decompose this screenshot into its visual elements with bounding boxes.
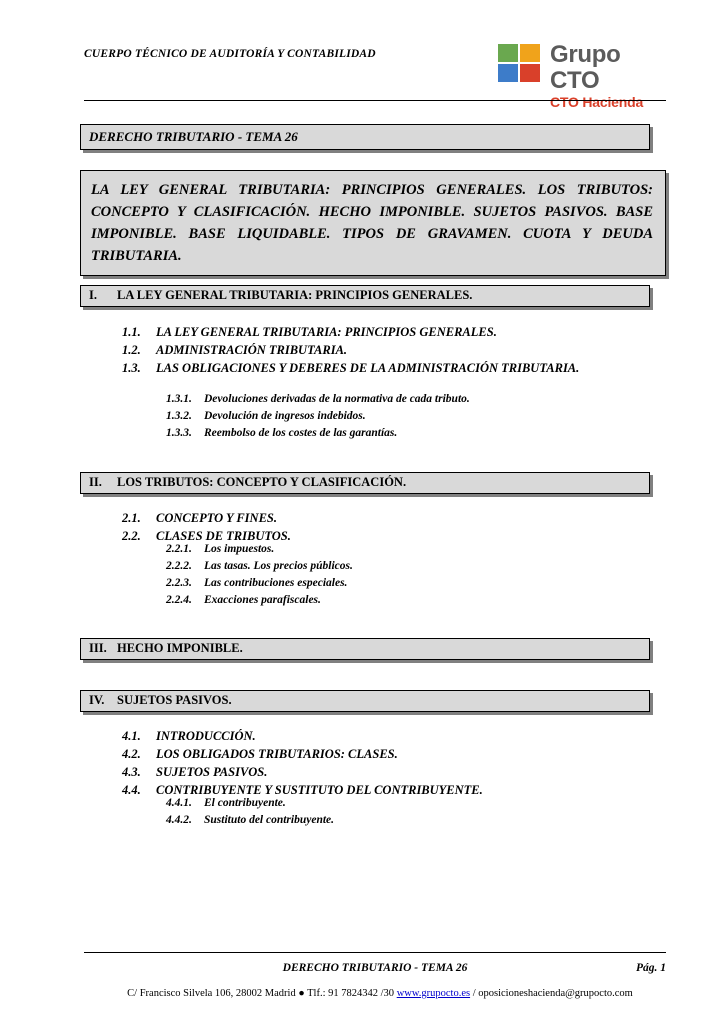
list-item-label: LOS OBLIGADOS TRIBUTARIOS: CLASES. <box>156 747 398 761</box>
section-header-2 <box>80 472 650 494</box>
list-item <box>166 541 644 558</box>
grupo-cto-logo <box>498 41 666 110</box>
list-item-label: ADMINISTRACIÓN TRIBUTARIA. <box>156 343 348 357</box>
list-item-index: 4.2. <box>122 747 141 761</box>
list-item <box>166 558 644 575</box>
section-number-1: I. <box>89 288 97 302</box>
footer-title: DERECHO TRIBUTARIO - TEMA 26 <box>282 962 468 974</box>
list-item-index: 1.3.3. <box>166 427 192 439</box>
list-item <box>122 341 644 359</box>
list-item-index: 1.3.1. <box>166 393 192 405</box>
list-item <box>122 509 644 527</box>
list-item-index: 4.4. <box>122 783 141 797</box>
section-number-2: II. <box>89 475 102 489</box>
list-item-label: Reembolso de los costes de las garantías. <box>204 427 398 439</box>
list-item-label: CONCEPTO Y FINES. <box>156 511 277 525</box>
section-4-items <box>122 727 644 799</box>
list-item-index: 2.2.1. <box>166 543 192 555</box>
list-item-label: LA LEY GENERAL TRIBUTARIA: PRINCIPIOS GENERALES. <box>156 325 497 339</box>
list-item-index: 4.4.1. <box>166 797 192 809</box>
list-item-label: El contribuyente. <box>204 797 286 809</box>
list-item-label: INTRODUCCIÓN. <box>156 729 256 743</box>
section-number-3: III. <box>89 641 107 655</box>
section-header-4 <box>80 690 650 712</box>
section-header-1 <box>80 285 650 307</box>
bullet-icon: ● <box>298 988 305 999</box>
list-item-index: 4.4.2. <box>166 814 192 826</box>
list-item-index: 2.2.4. <box>166 594 192 606</box>
header-divider <box>84 100 666 101</box>
footer-address-phone: Tlf.: 91 7824342 /30 <box>304 988 397 999</box>
list-item-label: Sustituto del contribuyente. <box>204 814 335 826</box>
list-item <box>166 812 644 829</box>
logo-sub-label: CTO Hacienda <box>550 94 644 110</box>
list-item <box>122 763 644 781</box>
list-item-index: 2.2.3. <box>166 577 192 589</box>
footer-address-street: C/ Francisco Silvela 106, 28002 Madrid <box>127 988 299 999</box>
list-item-index: 1.3. <box>122 361 141 375</box>
footer-website-link[interactable]: www.grupocto.es <box>396 988 471 999</box>
section-1-subitems <box>166 391 644 442</box>
list-item-label: CONTRIBUYENTE Y SUSTITUTO DEL CONTRIBUYENTE. <box>156 783 483 797</box>
list-item-index: 1.1. <box>122 325 141 339</box>
list-item-index: 2.2.2. <box>166 560 192 572</box>
list-item <box>122 727 644 745</box>
list-item-label: Las tasas. Los precios públicos. <box>204 560 353 572</box>
list-item-label: Los impuestos. <box>204 543 275 555</box>
list-item-index: 2.2. <box>122 529 141 543</box>
list-item <box>122 323 644 341</box>
header-title: CUERPO TÉCNICO DE AUDITORÍA Y CONTABILIDAD <box>84 48 376 60</box>
list-item <box>122 745 644 763</box>
footer-address-email: / oposicioneshacienda@grupocto.com <box>470 988 633 999</box>
topic-subject-box: LA LEY GENERAL TRIBUTARIA: PRINCIPIOS GENERALES. LOS TRIBUTOS: CONCEPTO Y CLASIFICACIÓN. HECHO IMPONIBLE. SUJETOS PASIVOS. BASE IMPONIBLE. BASE LIQUIDABLE. TIPOS DE GRAVAMEN. CUOTA Y DEUDA TRIBUTARIA. <box>80 170 666 276</box>
list-item-label: Exacciones parafiscales. <box>204 594 321 606</box>
section-title-1: LA LEY GENERAL TRIBUTARIA: PRINCIPIOS GENERALES. <box>117 288 473 302</box>
page-header <box>84 41 666 110</box>
page-footer <box>84 962 666 978</box>
list-item-label: CLASES DE TRIBUTOS. <box>156 529 291 543</box>
list-item <box>166 795 644 812</box>
section-number-4: IV. <box>89 693 105 707</box>
list-item <box>166 425 644 442</box>
list-item-index: 2.1. <box>122 511 141 525</box>
list-item-index: 4.1. <box>122 729 141 743</box>
list-item <box>122 359 644 377</box>
list-item <box>166 391 644 408</box>
section-2-items <box>122 509 644 545</box>
page-number: Pág. 1 <box>635 962 666 974</box>
list-item <box>166 575 644 592</box>
list-item-label: Devolución de ingresos indebidos. <box>204 410 366 422</box>
section-title-4: SUJETOS PASIVOS. <box>117 693 232 707</box>
section-2-subitems <box>166 541 644 609</box>
list-item <box>166 592 644 609</box>
list-item-label: LAS OBLIGACIONES Y DEBERES DE LA ADMINISTRACIÓN TRIBUTARIA. <box>156 361 580 375</box>
footer-address <box>84 988 676 999</box>
list-item-label: SUJETOS PASIVOS. <box>156 765 268 779</box>
section-title-3: HECHO IMPONIBLE. <box>117 641 243 655</box>
list-item-index: 4.3. <box>122 765 141 779</box>
section-4-subitems <box>166 795 644 829</box>
logo-main-label: Grupo CTO <box>550 41 621 94</box>
list-item-index: 1.2. <box>122 343 141 357</box>
list-item-index: 1.3.2. <box>166 410 192 422</box>
section-header-3 <box>80 638 650 660</box>
footer-divider <box>84 952 666 953</box>
list-item-label: Devoluciones derivadas de la normativa de cada tributo. <box>204 393 470 405</box>
list-item-label: Las contribuciones especiales. <box>204 577 348 589</box>
section-1-items <box>122 323 644 377</box>
section-title-2: LOS TRIBUTOS: CONCEPTO Y CLASIFICACIÓN. <box>117 475 407 489</box>
list-item <box>166 408 644 425</box>
logo-squares-icon <box>498 44 542 84</box>
topic-title-box: DERECHO TRIBUTARIO - TEMA 26 <box>80 124 650 150</box>
